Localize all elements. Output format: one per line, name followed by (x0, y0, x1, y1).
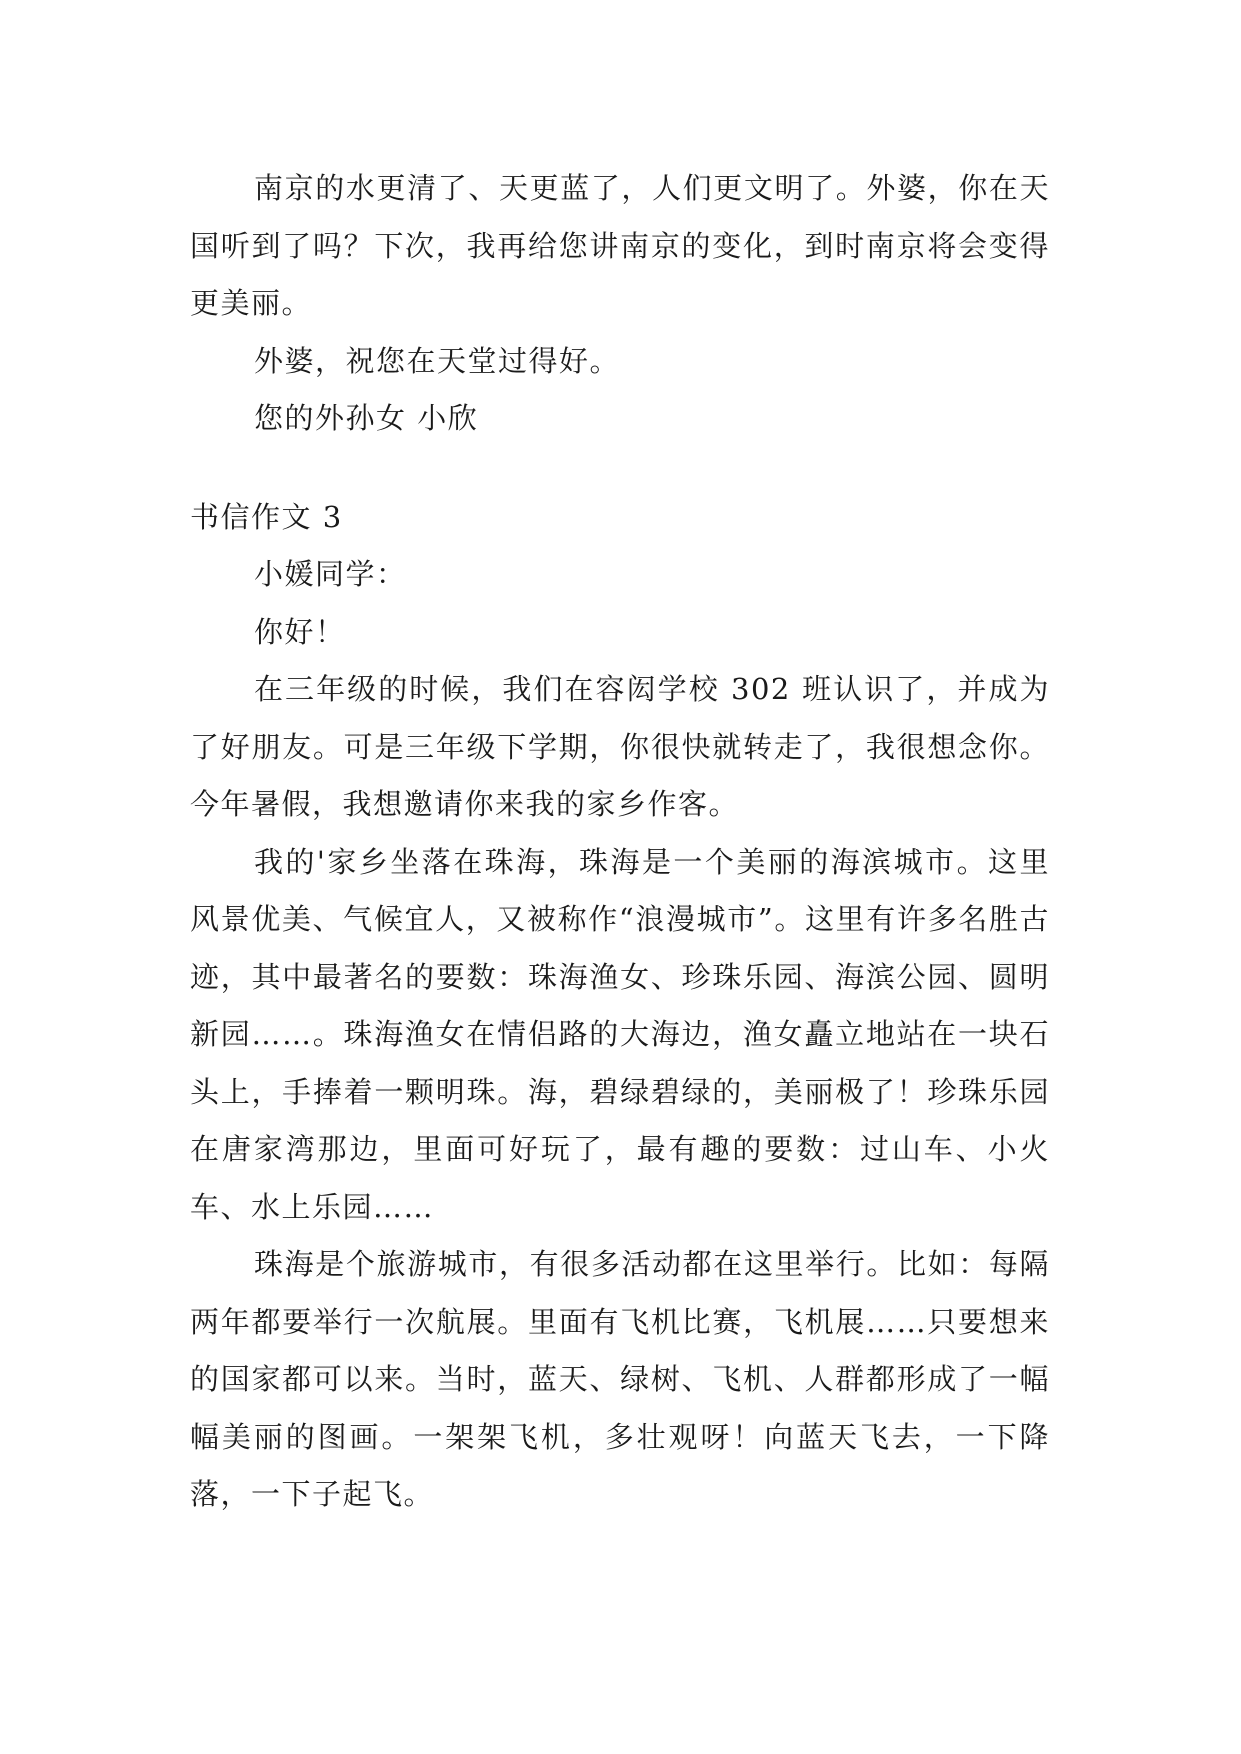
letter-paragraph-airshow: 珠海是个旅游城市，有很多活动都在这里举行。比如：每隔两年都要举行一次航展。里面有飞机比赛，飞机展……只要想来的国家都可以来。当时，蓝天、绿树、飞机、人群都形成了一幅幅美丽的图画。一架架飞机，多壮观呀！向蓝天飞去，一下降落，一下子起飞。 (190, 1247, 1050, 1511)
letter-paragraph-friendship: 在三年级的时候，我们在容闳学校 302 班认识了，并成为了好朋友。可是三年级下学期，你很快就转走了，我很想念你。今年暑假，我想邀请你来我的家乡作客。 (190, 672, 1050, 821)
paragraph-nanjing-changes: 南京的水更清了、天更蓝了，人们更文明了。外婆，你在天国听到了吗？下次，我再给您讲南京的变化，到时南京将会变得更美丽。 (190, 171, 1050, 320)
section-title: 书信作文 3 (190, 499, 343, 534)
paragraph-blessing: 外婆，祝您在天堂过得好。 (254, 343, 621, 378)
paragraph-signature: 您的外孙女 小欣 (254, 401, 479, 435)
letter-paragraph-hometown: 我的'家乡坐落在珠海，珠海是一个美丽的海滨城市。这里风景优美、气候宜人，又被称作“浪漫城市”。这里有许多名胜古迹，其中最著名的要数：珠海渔女、珍珠乐园、海滨公园、圆明新园……。珠海渔女在情侣路的大海边，渔女矗立地站在一块石头上，手捧着一颗明珠。海，碧绿碧绿的，美丽极了！珍珠乐园在唐家湾那边，里面可好玩了，最有趣的要数：过山车、小火车、水上乐园…… (190, 844, 1050, 1224)
letter-salutation: 小媛同学： (254, 557, 407, 591)
section-spacer (190, 448, 1050, 489)
letter-greeting: 你好！ (254, 614, 346, 649)
document-body (190, 160, 1050, 1524)
